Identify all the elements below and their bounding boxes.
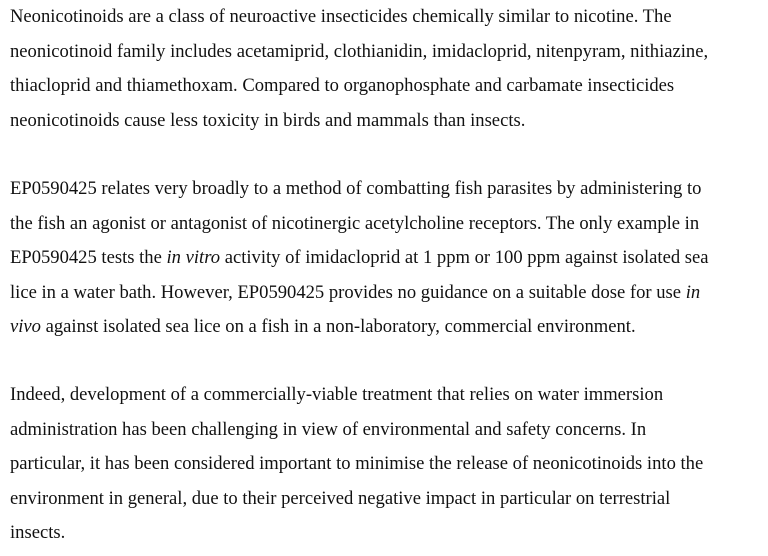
italic-term: in: [685, 281, 701, 303]
paragraph-commercial-treatment: [10, 378, 768, 551]
text-line: the fish an agonist or antagonist of nicotinergic acetylcholine receptors. The only example in: [10, 212, 700, 234]
italic-term: in vitro: [166, 247, 221, 268]
text-line: Neonicotinoids are a class of neuroactive insecticides chemically similar to nicotine. The: [10, 6, 672, 27]
text-line: [10, 241, 768, 276]
text-run: lice in a water bath. However, EP0590425 provides no guidance on a suitable dose for use: [10, 281, 686, 303]
text-line: [10, 310, 768, 345]
text-line: neonicotinoids cause less toxicity in birds and mammals than insects.: [10, 109, 526, 131]
text-line: neonicotinoid family includes acetamiprid, clothianidin, imidacloprid, nitenpyram, nithiazine,: [10, 40, 709, 62]
text-line: [10, 276, 768, 311]
text-line: particular, it has been considered important to minimise the release of neonicotinoids into the: [10, 453, 704, 474]
text-line: EP0590425 relates very broadly to a method of combatting fish parasites by administering to: [10, 178, 702, 199]
text-run: EP0590425 tests the: [10, 247, 167, 268]
text-line: Indeed, development of a commercially-viable treatment that relies on water immersion: [10, 384, 664, 405]
italic-term: vivo: [10, 316, 41, 337]
text-line: administration has been challenging in view of environmental and safety concerns. In: [10, 418, 647, 440]
text-run: activity of imidacloprid at 1 ppm or 100 ppm against isolated sea: [220, 247, 709, 268]
text-run: against isolated sea lice on a fish in a non-laboratory, commercial environment.: [40, 316, 636, 337]
text-line: environment in general, due to their perceived negative impact in particular on terrestrial: [10, 487, 671, 509]
paragraph-ep0590425: [10, 172, 768, 345]
text-line: thiacloprid and thiamethoxam. Compared to organophosphate and carbamate insecticides: [10, 75, 675, 96]
text-line: insects.: [10, 522, 66, 543]
paragraph-neonicotinoids-intro: [10, 0, 768, 138]
